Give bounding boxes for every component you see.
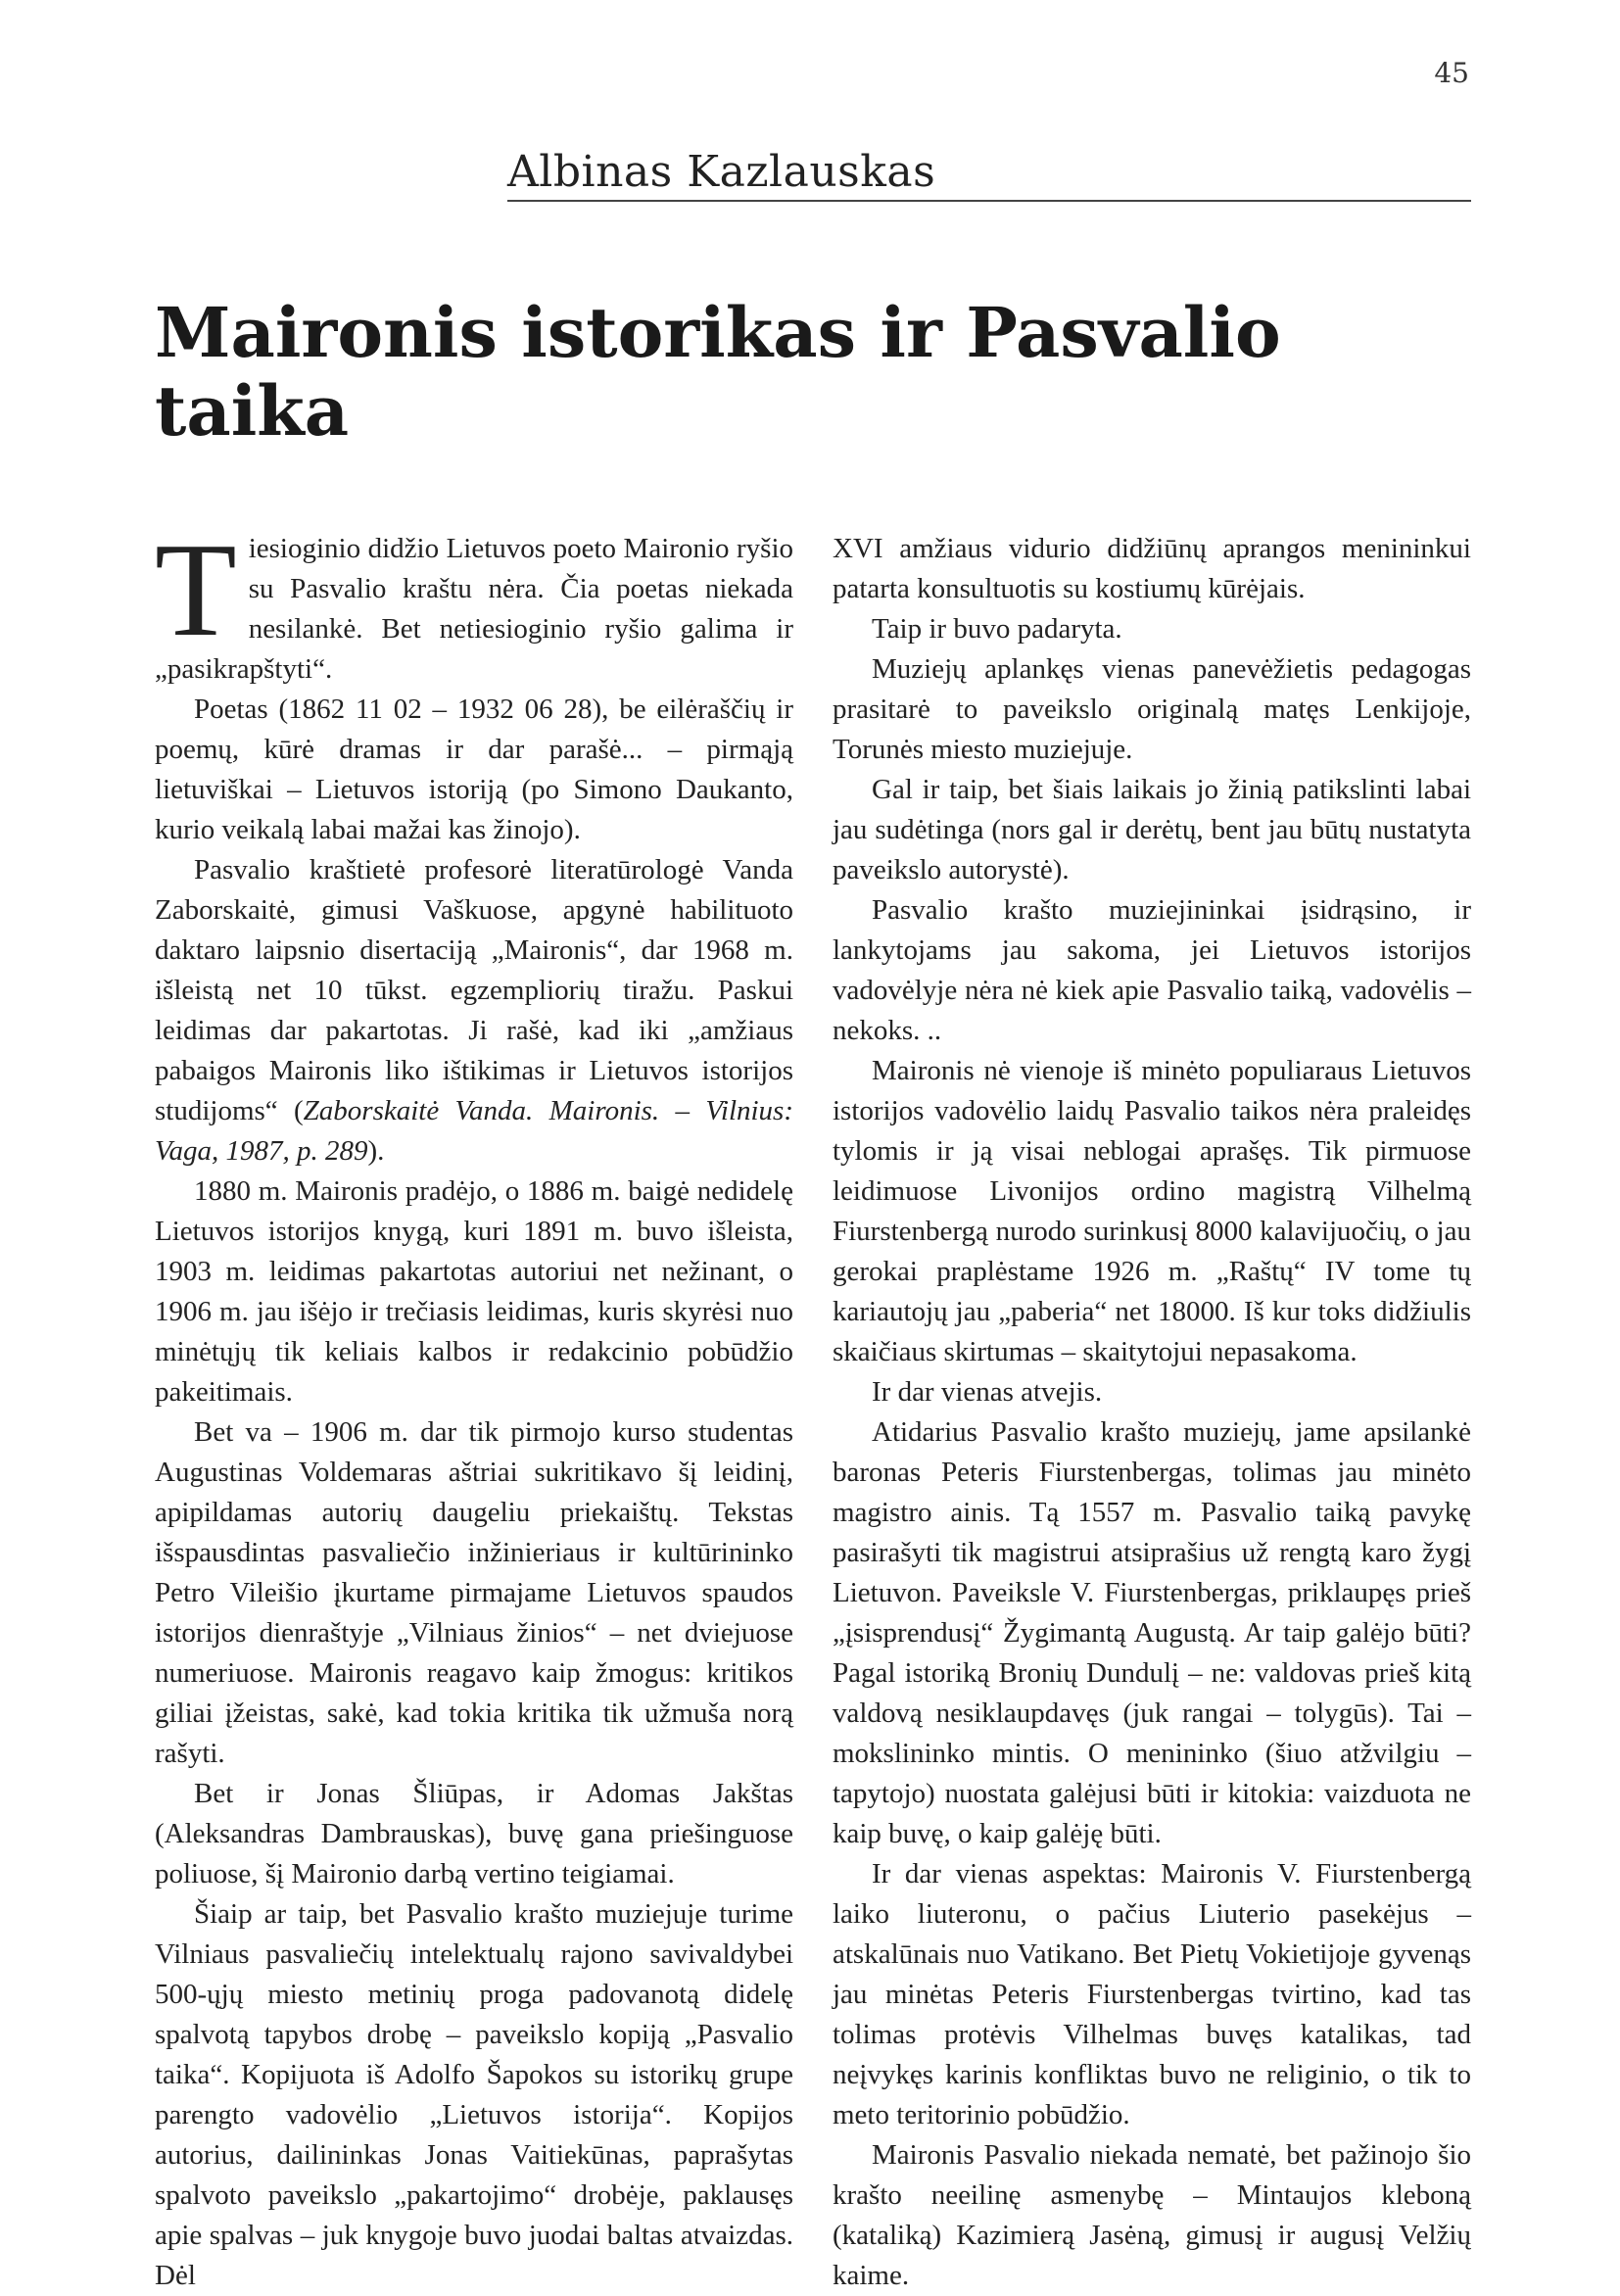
paragraph: Bet ir Jonas Šliūpas, ir Adomas Jakštas (Aleksandras Dambrauskas), buvę gana priešinguose poliuose, šį Maironio darbą vertino teigiamai. — [155, 1778, 793, 1889]
paragraph-text: ). — [367, 1135, 385, 1167]
paragraph: Poetas (1862 11 02 – 1932 06 28), be eilėraščių ir poemų, kūrė dramas ir dar parašė... – pirmąją lietuviškai – Lietuvos istoriją (po Simono Daukanto, kurio veikalą labai mažai kas žinojo). — [155, 694, 793, 845]
paragraph: Maironis Pasvalio niekada nematė, bet pažinojo šio krašto neeilinę asmenybę – Mintaujos kleboną (kataliką) Kazimierą Jasėną, gimusį ir augusį Velžių kaime. — [833, 2139, 1471, 2291]
paragraph: Bet va – 1906 m. dar tik pirmojo kurso studentas Augustinas Voldemaras aštriai sukritikavo šį leidinį, apipildamas autorių daugeliu priekaištų. Tekstas išspausdintas pasvaliečio inžinieriaus ir kultūrininko Petro Vileišio įkurtame pirmajame Lietuvos spaudos istorijos dienraštyje „Vilniaus žinios“ – net dviejuose numeriuose. Maironis reagavo kaip žmogus: kritikos giliai įžeistas, sakė, kad tokia kritika tik užmuša norą rašyti. — [155, 1416, 793, 1769]
paragraph: Pasvalio krašto muziejininkai įsidrąsino, ir lankytojams jau sakoma, jei Lietuvos istorijos vadovėlyje nėra nė kiek apie Pasvalio taiką, vadovėlis – nekoks. .. — [833, 894, 1471, 1046]
paragraph — [155, 515, 793, 690]
paragraph-text: iesioginio didžio Lietuvos poeto Maironio ryšio su Pasvalio kraštu nėra. Čia poetas niekada nesilankė. Bet netiesioginio ryšio galima ir „pasikrapštyti“. — [155, 533, 793, 685]
paragraph-text: Pasvalio kraštietė profesorė literatūrologė Vanda Zaborskaitė, gimusi Vaškuose, apgynė habilituoto daktaro laipsnio disertaciją „Maironis“, dar 1968 m. išleistą net 10 tūkst. egzempliorių tiražu. Paskui leidimas dar pakartotas. Ji rašė, kad iki „amžiaus pabaigos Maironis liko ištikimas ir Lietuvos istorijos studijoms“ ( — [155, 854, 793, 1126]
paragraph: Atidarius Pasvalio krašto muziejų, jame apsilankė baronas Peteris Fiurstenbergas, tolimas jau minėto magistro ainis. Tą 1557 m. Pasvalio taiką pavykę pasirašyti tik magistrui atsiprašius už rengtą karo žygį Lietuvon. Paveiksle V. Fiurstenbergas, priklaupęs prieš „įsisprendusį“ Žygimantą Augustą. Ar taip galėjo būti? Pagal istoriką Bronių Dundulį – ne: valdovas prieš kitą valdovą nesiklaupdavęs (juk rangai – tolygūs). Tai – mokslininko mintis. O menininko (šiuo atžvilgiu – tapytojo) nuostata galėjusi būti ir kitokia: vaizduota ne kaip buvę, o kaip galėję būti. — [833, 1416, 1471, 1849]
paragraph: Ir dar vienas atvejis. — [872, 1376, 1103, 1408]
paragraph: Maironis nė vienoje iš minėto populiaraus Lietuvos istorijos vadovėlio laidų Pasvalio taikos nėra praleidęs tylomis ir ją visai neblogai aprašęs. Tik pirmuose leidimuose Livonijos ordino magistrą Vilhelmą Fiurstenbergą nurodo surinkusį 8000 kalavijuočių, o jau gerokai praplėstame 1926 m. „Raštų“ IV tome tų kariautojų jau „paberia“ net 18000. Iš kur toks didžiulis skaičiaus skirtumas – skaitytojui nepasakoma. — [833, 1055, 1471, 1367]
paragraph: XVI amžiaus vidurio didžiūnų aprangos menininkui patarta konsultuotis su kostiumų kūrėjais. — [833, 533, 1471, 604]
drop-cap: T — [155, 515, 237, 664]
paragraph: Šiaip ar taip, bet Pasvalio krašto muziejuje turime Vilniaus pasvaliečių intelektualų rajono savivaldybei 500-ųjų miesto metinių proga padovanotą didelę spalvotą tapybos drobę – paveikslo kopiją „Pasvalio taika“. Kopijuota iš Adolfo Šapokos su istorikų grupe parengto vadovėlio „Lietuvos istorija“. Kopijos autorius, dailininkas Jonas Vaitiekūnas, paprašytas spalvoto paveikslo „pakartojimo“ drobėje, paklausęs apie spalvas – juk knygoje buvo juodai baltas atvaizdas. Dėl — [155, 1898, 793, 2291]
paragraph: Ir dar vienas aspektas: Maironis V. Fiurstenbergą laiko liuteronu, o pačius Liuterio pasekėjus – atskalūnais nuo Vatikano. Bet Pietų Vokietijoje gyvenąs jau minėtas Peteris Fiurstenbergas tvirtino, kad tas tolimas protėvis Vilhelmas buvęs katalikas, tad neįvykęs karinis konfliktas buvo ne religinio, o tik to meto teritorinio pobūdžio. — [833, 1858, 1471, 2130]
left-column — [155, 515, 793, 2296]
paragraph: Gal ir taip, bet šiais laikais jo žinią patikslinti labai jau sudėtinga (nors gal ir derėtų, bent jau būtų nustatyta paveikslo autorystė). — [833, 774, 1471, 885]
paragraph — [155, 850, 793, 1172]
page-number: 45 — [1434, 57, 1469, 89]
author-header — [507, 147, 1471, 202]
paragraph: Muziejų aplankęs vienas panevėžietis pedagogas prasitarė to paveikslo originalą matęs Lenkijoje, Torunės miesto muziejuje. — [833, 653, 1471, 765]
paragraph: Taip ir buvo padaryta. — [872, 613, 1122, 645]
paragraph: 1880 m. Maironis pradėjo, o 1886 m. baigė nedidelę Lietuvos istorijos knygą, kuri 1891 m. buvo išleista, 1903 m. leidimas pakartotas autoriui net nežinant, o 1906 m. jau išėjo ir trečiasis leidimas, kuris skyrėsi nuo minėtųjų tik keliais kalbos ir redakcinio pobūdžio pakeitimais. — [155, 1175, 793, 1408]
citation: Zaborskaitė Vanda. Maironis. – Vilnius: Vaga, 1987, p. 289 — [155, 1095, 793, 1167]
right-column — [833, 529, 1471, 2296]
author-name: Albinas Kazlauskas — [507, 147, 936, 197]
article-title: Maironis istorikas ir Pasvalio taika — [155, 292, 1281, 452]
